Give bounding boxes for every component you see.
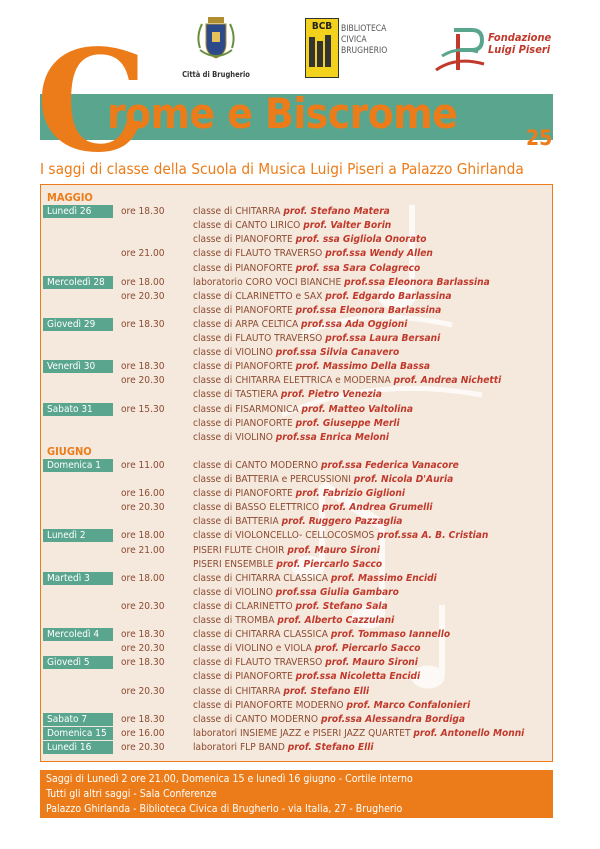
event-name: PISERI ENSEMBLE bbox=[193, 558, 277, 570]
schedule-row bbox=[41, 304, 552, 318]
footer-line-2: Tutti gli altri saggi - Sala Conferenze bbox=[46, 788, 217, 800]
event-name: classe di TROMBA bbox=[193, 615, 278, 626]
event-name: classe di CLARINETTO e SAX bbox=[193, 290, 326, 302]
schedule-row bbox=[41, 346, 552, 360]
event-name: classe di BASSO ELETTRICO bbox=[193, 502, 322, 514]
schedule-row bbox=[41, 656, 552, 670]
event-text bbox=[193, 318, 407, 332]
schedule-row bbox=[41, 374, 552, 388]
teacher-name: prof. Valter Borin bbox=[303, 220, 392, 232]
library-lines bbox=[341, 24, 387, 57]
day-label: Lunedì 16 bbox=[43, 741, 113, 754]
schedule-row bbox=[41, 219, 552, 233]
teacher-name: prof.ssa Federica Vanacore bbox=[320, 459, 459, 471]
time-label: ore 18.30 bbox=[121, 318, 165, 330]
schedule-row bbox=[41, 699, 552, 713]
event-name: PISERI FLUTE CHOIR bbox=[193, 544, 288, 556]
teacher-name: prof. Mauro Sironi bbox=[287, 544, 380, 556]
time-label: ore 20.30 bbox=[121, 685, 165, 697]
event-name: laboratori FLP BAND bbox=[193, 741, 288, 753]
event-name: classe di PIANOFORTE bbox=[193, 234, 296, 246]
schedule-row bbox=[41, 741, 552, 755]
day-label: Domenica 15 bbox=[43, 727, 113, 740]
schedule-row bbox=[41, 713, 552, 727]
event-text bbox=[193, 727, 524, 741]
event-name: classe di CANTO MODERNO bbox=[193, 713, 321, 725]
schedule-row bbox=[41, 360, 552, 374]
teacher-name: prof. Mauro Sironi bbox=[325, 657, 418, 669]
event-text bbox=[193, 544, 380, 558]
teacher-name: prof.ssa Wendy Allen bbox=[325, 248, 433, 260]
time-label: ore 20.30 bbox=[121, 290, 165, 302]
day-label: Domenica 1 bbox=[43, 459, 113, 472]
time-label: ore 18.00 bbox=[121, 530, 165, 542]
teacher-name: prof. Stefano Matera bbox=[283, 206, 390, 218]
teacher-name: prof. Matteo Valtolina bbox=[301, 403, 413, 415]
teacher-name: prof. Antonello Monni bbox=[413, 727, 525, 739]
schedule-row bbox=[41, 600, 552, 614]
event-text bbox=[193, 403, 413, 417]
event-text bbox=[193, 262, 420, 276]
foundation-line-1: Fondazione bbox=[488, 31, 552, 44]
schedule-row bbox=[41, 247, 552, 261]
event-name: classe di CHITARRA CLASSICA bbox=[193, 572, 331, 584]
schedule-row bbox=[41, 727, 552, 741]
library-badge bbox=[305, 18, 339, 78]
event-name: classe di PIANOFORTE bbox=[193, 262, 296, 274]
event-name: classe di FISARMONICA bbox=[193, 403, 302, 415]
event-name: classe di FLAUTO TRAVERSO bbox=[193, 248, 326, 260]
schedule-row bbox=[41, 544, 552, 558]
teacher-name: prof. Alberto Cazzulani bbox=[277, 615, 395, 626]
library-badge-text: BCB bbox=[311, 21, 333, 32]
time-label: ore 20.30 bbox=[121, 375, 165, 387]
teacher-name: prof.ssa A. B. Cristian bbox=[377, 530, 489, 542]
schedule-row bbox=[41, 642, 552, 656]
event-text bbox=[193, 699, 470, 713]
event-text bbox=[193, 741, 373, 755]
city-logo bbox=[182, 14, 250, 82]
city-crest-icon bbox=[182, 14, 250, 68]
time-label: ore 11.00 bbox=[121, 459, 165, 471]
teacher-name: prof. Marco Confalonieri bbox=[346, 699, 471, 711]
event-text bbox=[193, 233, 426, 247]
day-label: Sabato 31 bbox=[43, 403, 113, 416]
schedule-row bbox=[41, 205, 552, 219]
teacher-name: prof. Stefano Elli bbox=[283, 685, 370, 697]
schedule-row bbox=[41, 572, 552, 586]
event-text bbox=[193, 685, 369, 699]
event-name: classe di CHITARRA ELETTRICA e MODERNA bbox=[193, 375, 394, 387]
day-label: Giovedì 29 bbox=[43, 318, 113, 331]
library-line-3: BRUGHERIO bbox=[341, 46, 388, 56]
day-label: Lunedì 2 bbox=[43, 529, 113, 542]
event-text bbox=[193, 247, 433, 261]
schedule-row bbox=[41, 388, 552, 402]
schedule-row bbox=[41, 233, 552, 247]
event-name: classe di PIANOFORTE bbox=[193, 671, 296, 683]
event-name: classe di TASTIERA bbox=[193, 389, 281, 401]
time-label: ore 18.00 bbox=[121, 276, 165, 288]
event-text bbox=[193, 360, 430, 374]
schedule-row bbox=[41, 558, 552, 572]
schedule-row bbox=[41, 276, 552, 290]
footer-line-1: Saggi di Lunedì 2 ore 21.00, Domenica 15 e lunedì 16 giugno - Cortile interno bbox=[46, 773, 413, 785]
teacher-name: prof. Stefano Elli bbox=[287, 741, 374, 753]
event-text bbox=[193, 515, 402, 529]
event-text bbox=[193, 459, 459, 473]
teacher-name: prof. Massimo Della Bassa bbox=[295, 361, 430, 373]
day-label: Sabato 7 bbox=[43, 713, 113, 726]
event-text bbox=[193, 656, 418, 670]
teacher-name: prof.ssa Nicoletta Encidi bbox=[295, 671, 421, 683]
teacher-name: prof. Ruggero Pazzaglia bbox=[281, 516, 403, 528]
event-text bbox=[193, 586, 399, 600]
teacher-name: prof.ssa Alessandra Bordiga bbox=[320, 713, 465, 725]
event-name: classe di CHITARRA bbox=[193, 206, 284, 218]
title-text: rome e Biscrome bbox=[107, 89, 458, 138]
event-name: classe di FLAUTO TRAVERSO bbox=[193, 333, 326, 344]
library-line-1: BIBLIOTECA bbox=[341, 24, 387, 34]
event-text bbox=[193, 473, 453, 487]
schedule-row bbox=[41, 670, 552, 684]
event-text bbox=[193, 290, 451, 304]
day-label: Martedì 3 bbox=[43, 572, 113, 585]
time-label: ore 18.00 bbox=[121, 572, 165, 584]
event-name: classe di PIANOFORTE bbox=[193, 488, 296, 500]
teacher-name: prof. Piercarlo Sacco bbox=[276, 558, 383, 570]
title-big-letter: C bbox=[36, 20, 144, 184]
event-text bbox=[193, 487, 405, 501]
foundation-lines bbox=[488, 32, 551, 56]
teacher-name: prof.ssa Enrica Meloni bbox=[275, 431, 390, 443]
event-text bbox=[193, 628, 450, 642]
event-name: classe di VIOLONCELLO- CELLOCOSMOS bbox=[193, 530, 378, 542]
schedule-row bbox=[41, 529, 552, 543]
teacher-name: prof. Fabrizio Giglioni bbox=[295, 488, 405, 500]
time-label: ore 18.30 bbox=[121, 657, 165, 669]
library-logo bbox=[305, 18, 425, 78]
schedule-row bbox=[41, 459, 552, 473]
schedule-panel bbox=[40, 184, 553, 762]
teacher-name: prof. Massimo Encidi bbox=[330, 572, 437, 584]
event-name: laboratorio CORO VOCI BIANCHE bbox=[193, 276, 345, 288]
event-text bbox=[193, 558, 382, 572]
footer-line-3: Palazzo Ghirlanda - Biblioteca Civica di Brugherio - via Italia, 27 - Brugherio bbox=[46, 803, 403, 815]
schedule-row bbox=[41, 515, 552, 529]
event-text bbox=[193, 501, 433, 515]
day-label: Venerdì 30 bbox=[43, 360, 113, 373]
event-text bbox=[193, 304, 441, 318]
subtitle: I saggi di classe della Scuola di Musica Luigi Piseri a Palazzo Ghirlanda bbox=[40, 160, 524, 178]
time-label: ore 16.00 bbox=[121, 488, 165, 500]
event-name: laboratori INSIEME JAZZ e PISERI JAZZ QUARTET bbox=[193, 727, 414, 739]
time-label: ore 20.30 bbox=[121, 600, 165, 612]
time-label: ore 20.30 bbox=[121, 502, 165, 514]
teacher-name: prof.ssa Eleonora Barlassina bbox=[295, 304, 442, 316]
event-name: classe di CANTO LIRICO bbox=[193, 220, 304, 232]
foundation-line-2: Luigi Piseri bbox=[488, 43, 551, 56]
schedule-row bbox=[41, 290, 552, 304]
event-text bbox=[193, 374, 501, 388]
event-text bbox=[193, 431, 389, 445]
month-heading: MAGGIO bbox=[47, 191, 93, 204]
event-text bbox=[193, 276, 490, 290]
time-label: ore 20.30 bbox=[121, 741, 165, 753]
teacher-name: prof. Andrea Grumelli bbox=[322, 502, 433, 514]
event-text bbox=[193, 388, 382, 402]
books-icon bbox=[306, 33, 338, 73]
teacher-name: prof.ssa Silvia Canavero bbox=[275, 347, 400, 359]
teacher-name: prof. Edgardo Barlassina bbox=[325, 290, 452, 302]
event-text bbox=[193, 670, 420, 684]
event-name: classe di VIOLINO e VIOLA bbox=[193, 643, 315, 655]
event-name: classe di CHITARRA CLASSICA bbox=[193, 629, 331, 641]
schedule-row bbox=[41, 628, 552, 642]
event-name: classe di VIOLINO bbox=[193, 431, 276, 443]
teacher-name: prof.ssa Laura Bersani bbox=[325, 333, 441, 344]
teacher-name: prof. Pietro Venezia bbox=[280, 389, 382, 401]
event-name: classe di ARPA CELTICA bbox=[193, 318, 302, 330]
time-label: ore 20.30 bbox=[121, 643, 165, 655]
teacher-name: prof. Stefano Sala bbox=[295, 600, 388, 612]
city-logo-label: Città di Brugherio bbox=[182, 70, 250, 79]
schedule-row bbox=[41, 417, 552, 431]
teacher-name: prof. Tommaso Iannello bbox=[330, 629, 451, 641]
schedule-row bbox=[41, 403, 552, 417]
library-line-2: CIVICA bbox=[341, 35, 367, 45]
schedule-row bbox=[41, 332, 552, 346]
event-text bbox=[193, 642, 420, 656]
event-name: classe di PIANOFORTE bbox=[193, 304, 296, 316]
teacher-name: prof. Nicola D'Auria bbox=[353, 474, 454, 485]
teacher-name: prof. Giuseppe Merli bbox=[295, 417, 400, 429]
time-label: ore 15.30 bbox=[121, 403, 165, 415]
time-label: ore 18.30 bbox=[121, 713, 165, 725]
event-name: classe di FLAUTO TRAVERSO bbox=[193, 657, 326, 669]
day-label: Mercoledì 4 bbox=[43, 628, 113, 641]
event-name: classe di PIANOFORTE bbox=[193, 361, 296, 373]
event-text bbox=[193, 219, 391, 233]
schedule-row bbox=[41, 614, 552, 628]
footer-info bbox=[40, 770, 553, 818]
event-text bbox=[193, 529, 488, 543]
year-top: 20 bbox=[512, 110, 539, 134]
event-name: classe di CHITARRA bbox=[193, 685, 284, 697]
time-label: ore 18.30 bbox=[121, 206, 165, 218]
event-name: classe di VIOLINO bbox=[193, 586, 276, 598]
event-text bbox=[193, 600, 388, 614]
teacher-name: prof.ssa Giulia Gambaro bbox=[275, 586, 399, 598]
day-label: Giovedì 5 bbox=[43, 656, 113, 669]
event-text bbox=[193, 417, 400, 431]
time-label: ore 21.00 bbox=[121, 544, 165, 556]
schedule-row bbox=[41, 318, 552, 332]
time-label: ore 18.30 bbox=[121, 629, 165, 641]
event-name: classe di CLARINETTO bbox=[193, 600, 296, 612]
foundation-logo bbox=[432, 26, 562, 78]
schedule-row bbox=[41, 262, 552, 276]
event-name: classe di BATTERIA bbox=[193, 516, 282, 528]
schedule-row bbox=[41, 473, 552, 487]
schedule-row bbox=[41, 487, 552, 501]
event-name: classe di BATTERIA e PERCUSSIONI bbox=[193, 474, 354, 485]
teacher-name: prof. ssa Gigliola Onorato bbox=[295, 234, 427, 246]
month-heading: GIUGNO bbox=[47, 444, 92, 458]
year-bottom: 25 bbox=[526, 126, 553, 150]
event-text bbox=[193, 713, 465, 727]
teacher-name: prof. ssa Sara Colagreco bbox=[295, 262, 421, 274]
teacher-name: prof.ssa Ada Oggioni bbox=[301, 318, 408, 330]
event-text bbox=[193, 205, 390, 219]
foundation-emblem-icon bbox=[432, 26, 492, 78]
teacher-name: prof.ssa Eleonora Barlassina bbox=[344, 276, 490, 288]
schedule-row bbox=[41, 586, 552, 600]
event-text bbox=[193, 614, 394, 628]
day-label: Lunedì 26 bbox=[43, 205, 113, 218]
teacher-name: prof. Piercarlo Sacco bbox=[314, 643, 421, 655]
event-name: classe di CANTO MODERNO bbox=[193, 459, 321, 471]
schedule-row bbox=[41, 501, 552, 515]
time-label: ore 16.00 bbox=[121, 727, 165, 739]
time-label: ore 21.00 bbox=[121, 248, 165, 260]
day-label: Mercoledì 28 bbox=[43, 276, 113, 289]
schedule-row bbox=[41, 431, 552, 445]
event-text bbox=[193, 346, 399, 360]
teacher-name: prof. Andrea Nichetti bbox=[393, 375, 502, 387]
event-name: classe di PIANOFORTE bbox=[193, 417, 296, 429]
event-name: classe di VIOLINO bbox=[193, 347, 276, 359]
event-text bbox=[193, 572, 437, 586]
time-label: ore 18.30 bbox=[121, 361, 165, 373]
event-text bbox=[193, 332, 440, 346]
schedule-row bbox=[41, 685, 552, 699]
event-name: classe di PIANOFORTE MODERNO bbox=[193, 699, 347, 711]
